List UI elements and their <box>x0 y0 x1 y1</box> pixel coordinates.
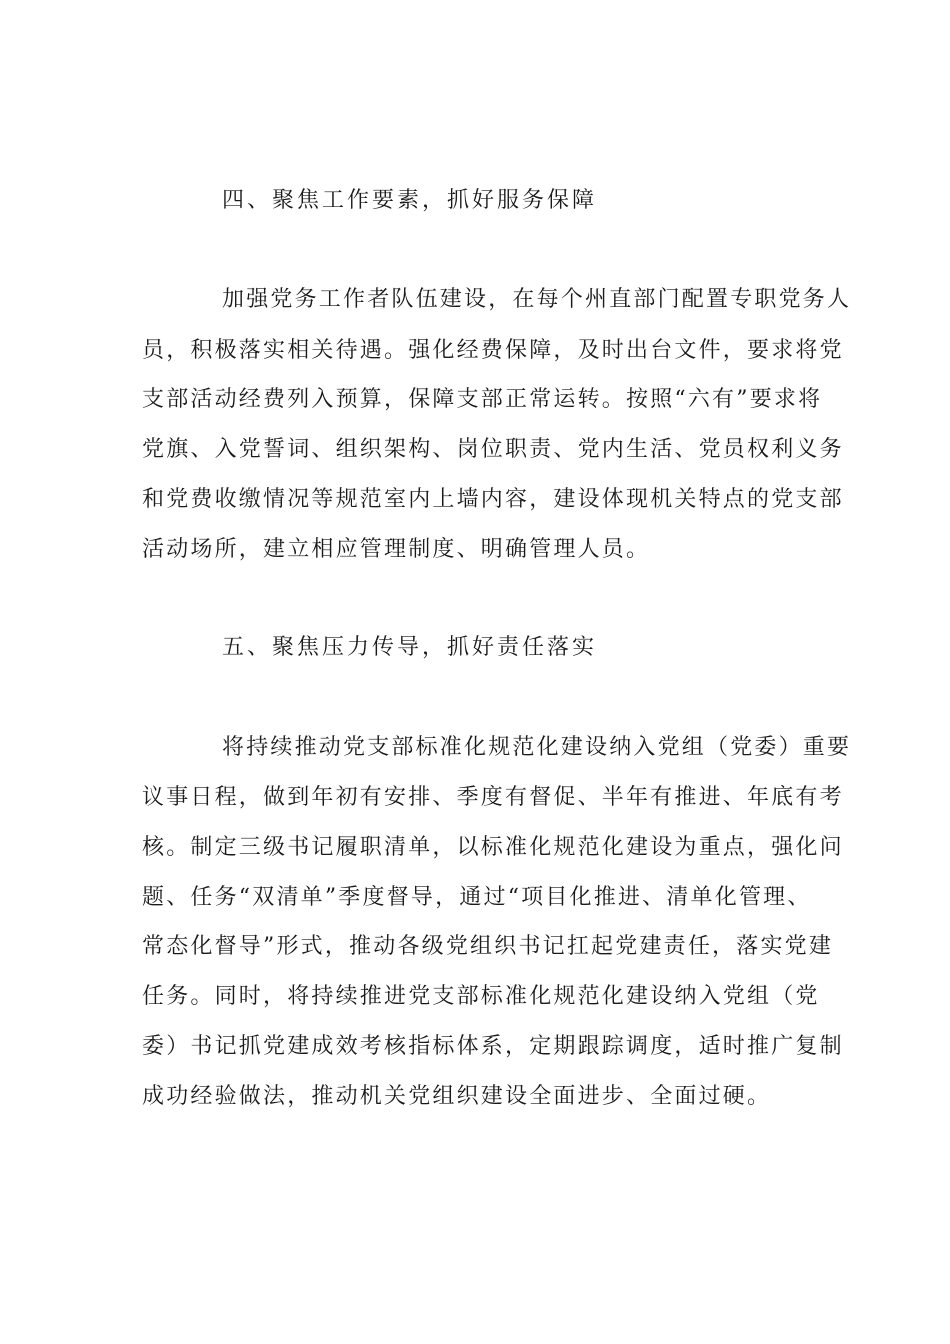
paragraph-line: 支部活动经费列入预算，保障支部正常运转。按照“六有”要求将 <box>142 387 823 412</box>
paragraph-line: 和党费收缴情况等规范室内上墙内容，建设体现机关特点的党支部 <box>142 487 844 512</box>
paragraph-line: 将持续推动党支部标准化规范化建设纳入党组（党委）重要 <box>222 735 852 760</box>
paragraph-line: 任务。同时，将持续推进党支部标准化规范化建设纳入党组（党 <box>142 984 820 1009</box>
paragraph-line: 员，积极落实相关待遇。强化经费保障，及时出台文件，要求将党 <box>142 338 844 363</box>
paragraph-line: 题、任务“双清单”季度督导，通过“项目化推进、清单化管理、 <box>142 885 812 910</box>
paragraph-line: 委）书记抓党建成效考核指标体系，定期跟踪调度，适时推广复制 <box>142 1034 844 1059</box>
paragraph-line: 加强党务工作者队伍建设，在每个州直部门配置专职党务人 <box>222 287 852 312</box>
paragraph-line: 活动场所，建立相应管理制度、明确管理人员。 <box>142 537 651 562</box>
section-5-heading: 五、聚焦压力传导，抓好责任落实 <box>222 635 598 660</box>
section-4-heading: 四、聚焦工作要素，抓好服务保障 <box>222 188 598 213</box>
paragraph-line: 成功经验做法，推动机关党组织建设全面进步、全面过硬。 <box>142 1084 772 1109</box>
paragraph-line: 党旗、入党誓词、组织架构、岗位职责、党内生活、党员权利义务 <box>142 437 844 462</box>
paragraph-line: 议事日程，做到年初有安排、季度有督促、半年有推进、年底有考 <box>142 785 844 810</box>
paragraph-line: 常态化督导”形式，推动各级党组织书记扛起党建责任，落实党建 <box>142 934 834 959</box>
paragraph-line: 核。制定三级书记履职清单，以标准化规范化建设为重点，强化问 <box>142 835 844 860</box>
